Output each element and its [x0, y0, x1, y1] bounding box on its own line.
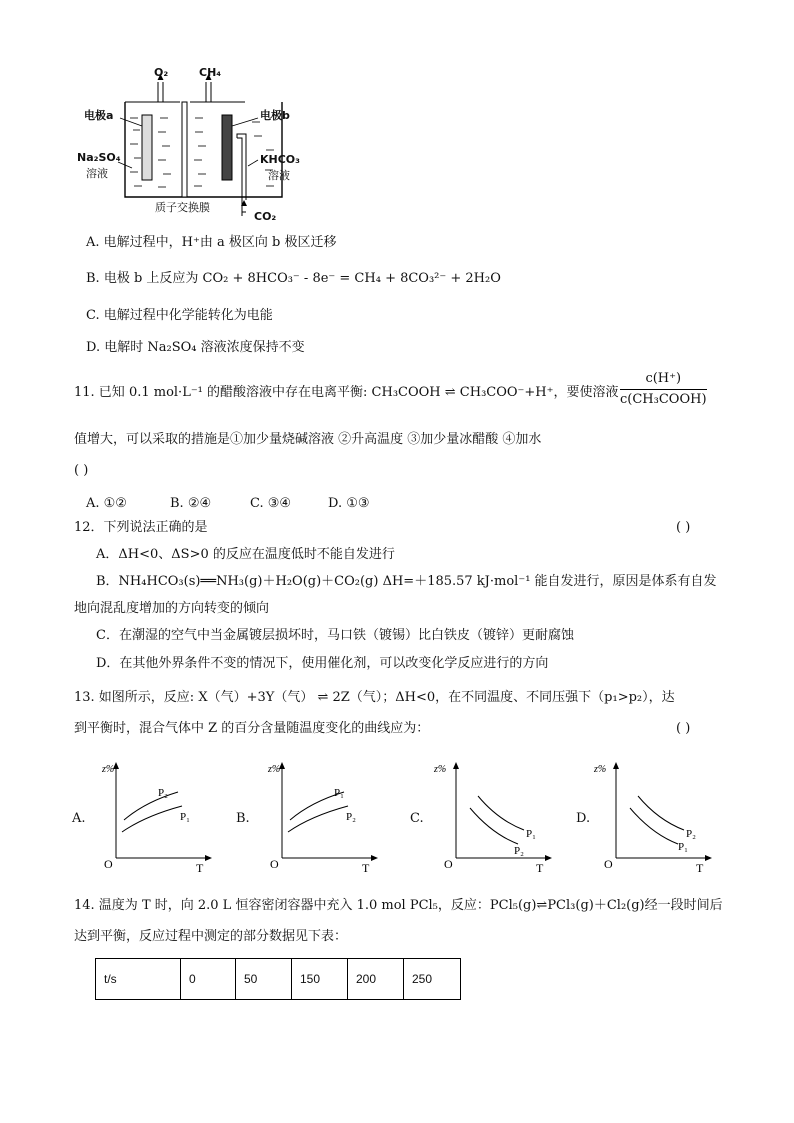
q14-line2: 达到平衡，反应过程中测定的部分数据见下表： [74, 929, 348, 944]
q13-graph-b-upper-label: P₁ [334, 787, 344, 799]
q11-option-b: B. ②④ [170, 496, 212, 511]
q13-graph-a-lower-label: P₁ [180, 811, 190, 823]
khco3-solution-label: 溶液 [268, 169, 290, 182]
q13-graph-d [594, 758, 715, 875]
membrane-label: 质子交换膜 [155, 201, 210, 214]
q11-fraction-denominator: c(CH₃COOH) [620, 392, 707, 407]
o2-label: O₂ [154, 66, 169, 79]
table-cell: 0 [181, 959, 236, 1000]
q13-graph-a-origin: O [104, 857, 113, 871]
q11-fraction [620, 370, 707, 409]
q13-graph-a-letter: A. [72, 811, 86, 826]
q12-stem: 12．下列说法正确的是 [74, 520, 208, 535]
q13-graph-c-xlabel: T [536, 861, 544, 875]
q12-option-a: A．ΔH<0、ΔS>0 的反应在温度低时不能自发进行 [96, 547, 395, 562]
q12-option-d: D．在其他外界条件不变的情况下，使用催化剂，可以改变化学反应进行的方向 [96, 656, 549, 671]
q13-line2: 到平衡时，混合气体中 Z 的百分含量随温度变化的曲线应为： [74, 721, 430, 736]
table-row [96, 959, 461, 1000]
q13-graph-b-letter: B. [236, 811, 250, 826]
q11-fraction-numerator: c(H⁺) [620, 370, 707, 390]
q14-line1: 14. 温度为 T 时，向 2.0 L 恒容密闭容器中充入 1.0 mol PCl₅，反应：PCl₅(g)⇌PCl₃(g)＋Cl₂(g)经一段时间后 [74, 898, 723, 913]
q13-graph-d-letter: D. [576, 811, 591, 826]
q13-graph-a-upper-label: P₂ [158, 787, 168, 799]
q13-graph-d-lower-label: P₁ [678, 841, 688, 853]
table-cell: t/s [96, 959, 181, 1000]
q13-graph-a-xlabel: T [196, 861, 204, 875]
q11-option-d: D. ①③ [328, 496, 370, 511]
ch4-label: CH₄ [199, 66, 222, 79]
q13-graph-d-upper-label: P₂ [686, 828, 696, 840]
q13-graph-c-ylabel: z% [434, 764, 447, 775]
table-cell: 150 [292, 959, 348, 1000]
q13-graph-b [266, 758, 381, 873]
q12-option-c: C．在潮湿的空气中当金属镀层损坏时，马口铁（镀锡）比白铁皮（镀锌）更耐腐蚀 [96, 628, 574, 643]
q13-graph-b-ylabel: z% [268, 764, 281, 775]
q13-graph-d-origin: O [604, 857, 613, 871]
q12-option-b-line2: 地向混乱度增加的方向转变的倾向 [74, 601, 270, 616]
na2so4-solution-label: 溶液 [86, 167, 108, 180]
q11-option-a: A. ①② [86, 496, 127, 511]
q10-option-d: D. 电解时 Na₂SO₄ 溶液浓度保持不变 [86, 340, 305, 355]
q13-graph-c [434, 758, 555, 875]
q10-option-c: C. 电解过程中化学能转化为电能 [86, 308, 273, 323]
table-cell: 250 [404, 959, 461, 1000]
table-cell: 50 [236, 959, 292, 1000]
table-cell: 200 [348, 959, 404, 1000]
co2-label: CO₂ [254, 210, 277, 223]
q13-graph-d-ylabel: z% [594, 764, 607, 775]
q11-stem: 11. 已知 0.1 mol·L⁻¹ 的醋酸溶液中存在电离平衡: CH₃COOH ⇌ CH₃COO⁻+H⁺，要使溶液 [74, 385, 619, 400]
q12-option-b-line1: B．NH₄HCO₃(s)══NH₃(g)＋H₂O(g)＋CO₂(g) ΔH=＋185.57 kJ·mol⁻¹ 能自发进行，原因是体系有自发 [96, 574, 717, 589]
q13-graph-a-ylabel: z% [102, 764, 115, 775]
q11-line2: 值增大，可以采取的措施是①加少量烧碱溶液 ②升高温度 ③加少量冰醋酸 ④加水 [74, 432, 542, 447]
q13-graph-c-origin: O [444, 857, 453, 871]
q10-option-b: B. 电极 b 上反应为 CO₂ + 8HCO₃⁻ - 8e⁻ = CH₄ + 8CO₃²⁻ + 2H₂O [86, 271, 501, 286]
q11-answer-paren: ( ) [74, 463, 89, 478]
electrode-a-label: 电极a [84, 109, 114, 122]
q13-answer-paren: ( ) [676, 721, 691, 736]
electrode-b-label: 电极b [260, 109, 290, 122]
q10-option-a: A. 电解过程中，H⁺由 a 极区向 b 极区迁移 [86, 235, 337, 250]
q13-graph-a [100, 758, 215, 873]
q13-graph-c-lower-label: P₂ [514, 845, 524, 857]
q13-graph-c-upper-label: P₁ [526, 828, 536, 840]
q13-line1: 13. 如图所示，反应: X（气）+3Y（气） ⇌ 2Z（气）；ΔH<0，在不同温度、不同压强下（p₁>p₂），达 [74, 690, 675, 705]
q12-answer-paren: ( ) [676, 520, 691, 535]
q14-data-table [95, 958, 461, 1000]
khco3-label: KHCO₃ [260, 153, 300, 166]
q13-graph-c-letter: C. [410, 811, 424, 826]
na2so4-label: Na₂SO₄ [77, 151, 121, 164]
q13-graph-b-origin: O [270, 857, 279, 871]
q13-graph-b-lower-label: P₂ [346, 811, 356, 823]
q11-option-c: C. ③④ [250, 496, 292, 511]
q13-graph-d-xlabel: T [696, 861, 704, 875]
q13-graph-b-xlabel: T [362, 861, 370, 875]
